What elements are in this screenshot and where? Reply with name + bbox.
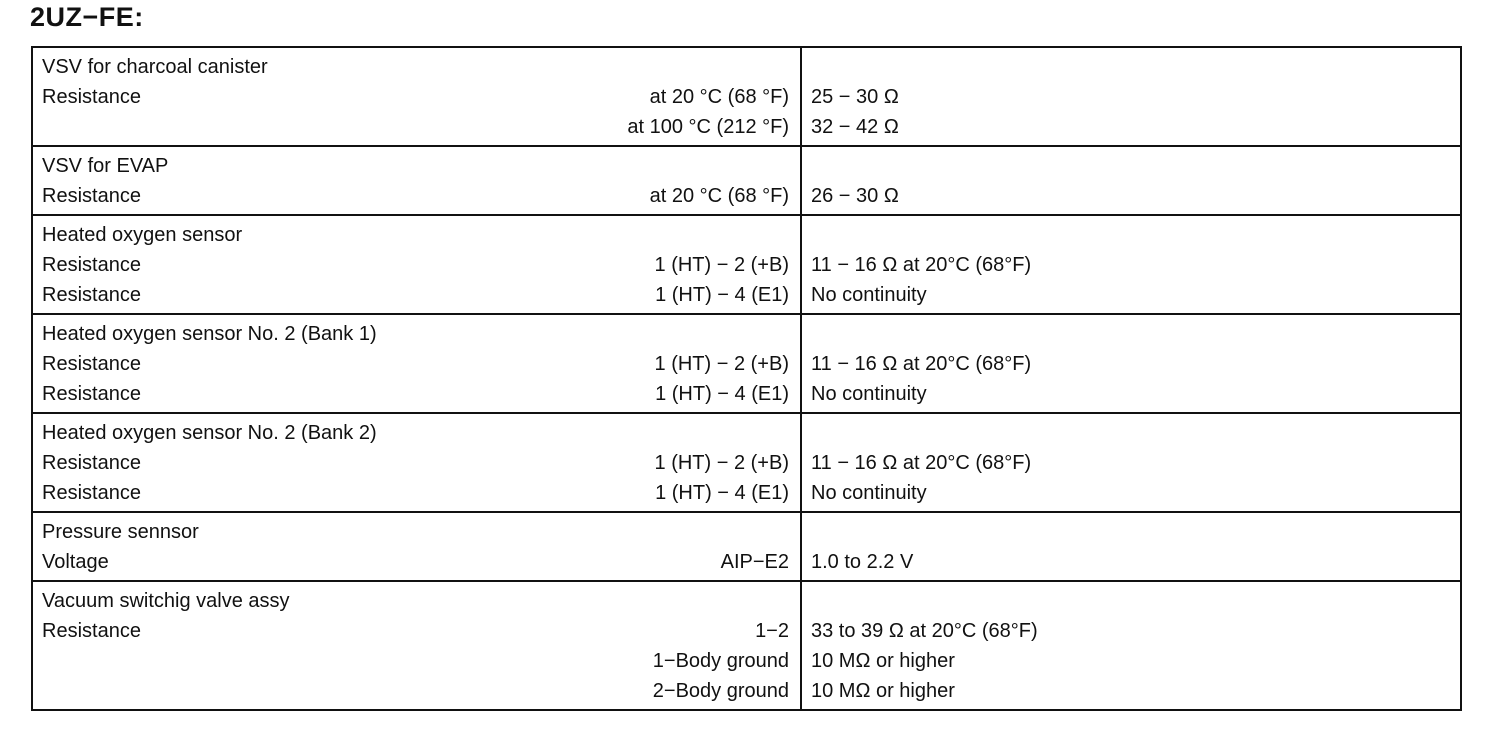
spec-row [42, 616, 789, 646]
spec-value-cell [802, 582, 1460, 709]
component-name: Vacuum switchig valve assy [42, 590, 290, 612]
blank-line [811, 418, 1450, 448]
test-condition: 1 (HT) − 4 (E1) [655, 482, 789, 504]
spec-row [42, 280, 789, 310]
spec-section [33, 48, 1460, 145]
test-condition: 1−2 [755, 620, 789, 642]
spec-value: 11 − 16 Ω at 20°C (68°F) [811, 353, 1032, 375]
blank-line [811, 52, 1450, 82]
spec-section [33, 145, 1460, 214]
test-condition: 1 (HT) − 2 (+B) [654, 452, 789, 474]
spec-value: 11 − 16 Ω at 20°C (68°F) [811, 452, 1032, 474]
spec-row [42, 676, 789, 706]
spec-value-cell [802, 315, 1460, 412]
spec-row [42, 82, 789, 112]
spec-row [42, 349, 789, 379]
measurement-label: Resistance [42, 254, 141, 276]
spec-value-cell [802, 513, 1460, 580]
spec-value: No continuity [811, 284, 927, 306]
spec-row [42, 646, 789, 676]
measurement-label: Resistance [42, 353, 141, 375]
spec-value-cell [802, 48, 1460, 145]
test-condition: at 100 °C (212 °F) [627, 116, 789, 138]
spec-value: 32 − 42 Ω [811, 116, 899, 138]
spec-row [42, 112, 789, 142]
measurement-label: Resistance [42, 383, 141, 405]
spec-parameter-cell [33, 513, 802, 580]
spec-row [42, 379, 789, 409]
component-name: Heated oxygen sensor No. 2 (Bank 1) [42, 323, 377, 345]
spec-value-cell [802, 414, 1460, 511]
spec-value: 26 − 30 Ω [811, 185, 899, 207]
test-condition: 2−Body ground [652, 680, 789, 702]
spec-value: 33 to 39 Ω at 20°C (68°F) [811, 620, 1038, 642]
spec-parameter-cell [33, 216, 802, 313]
spec-value-cell [802, 147, 1460, 214]
component-name: Heated oxygen sensor [42, 224, 243, 246]
measurement-label: Resistance [42, 185, 141, 207]
spec-row [42, 478, 789, 508]
spec-row [42, 448, 789, 478]
spec-parameter-cell [33, 414, 802, 511]
page-title: 2UZ−FE: [30, 2, 144, 32]
test-condition: 1 (HT) − 4 (E1) [655, 284, 789, 306]
blank-line [811, 586, 1450, 616]
test-condition: 1 (HT) − 2 (+B) [654, 254, 789, 276]
component-name: VSV for EVAP [42, 155, 169, 177]
measurement-label: Resistance [42, 284, 141, 306]
spec-section [33, 580, 1460, 709]
spec-table [31, 46, 1462, 711]
spec-section [33, 412, 1460, 511]
component-name: VSV for charcoal canister [42, 56, 268, 78]
test-condition: 1 (HT) − 2 (+B) [654, 353, 789, 375]
spec-parameter-cell [33, 147, 802, 214]
blank-line [811, 319, 1450, 349]
measurement-label: Resistance [42, 86, 141, 108]
spec-parameter-cell [33, 582, 802, 709]
spec-value: 11 − 16 Ω at 20°C (68°F) [811, 254, 1032, 276]
spec-value: No continuity [811, 383, 927, 405]
blank-line [811, 151, 1450, 181]
measurement-label: Resistance [42, 482, 141, 504]
blank-line [811, 517, 1450, 547]
spec-value-cell [802, 216, 1460, 313]
measurement-label: Resistance [42, 452, 141, 474]
blank-line [811, 220, 1450, 250]
spec-value: 10 MΩ or higher [811, 650, 955, 672]
spec-row [42, 250, 789, 280]
spec-parameter-cell [33, 48, 802, 145]
test-condition: 1−Body ground [652, 650, 789, 672]
spec-value: 1.0 to 2.2 V [811, 551, 914, 573]
measurement-label: Resistance [42, 620, 141, 642]
spec-value: 10 MΩ or higher [811, 680, 955, 702]
component-name: Heated oxygen sensor No. 2 (Bank 2) [42, 422, 377, 444]
spec-row [42, 181, 789, 211]
test-condition: at 20 °C (68 °F) [649, 86, 789, 108]
spec-value: No continuity [811, 482, 927, 504]
spec-row [42, 547, 789, 577]
measurement-label: Voltage [42, 551, 109, 573]
test-condition: 1 (HT) − 4 (E1) [655, 383, 789, 405]
spec-value: 25 − 30 Ω [811, 86, 899, 108]
spec-section [33, 313, 1460, 412]
spec-section [33, 214, 1460, 313]
component-name: Pressure sennsor [42, 521, 199, 543]
test-condition: at 20 °C (68 °F) [649, 185, 789, 207]
spec-parameter-cell [33, 315, 802, 412]
test-condition: AIP−E2 [720, 551, 789, 573]
spec-section [33, 511, 1460, 580]
